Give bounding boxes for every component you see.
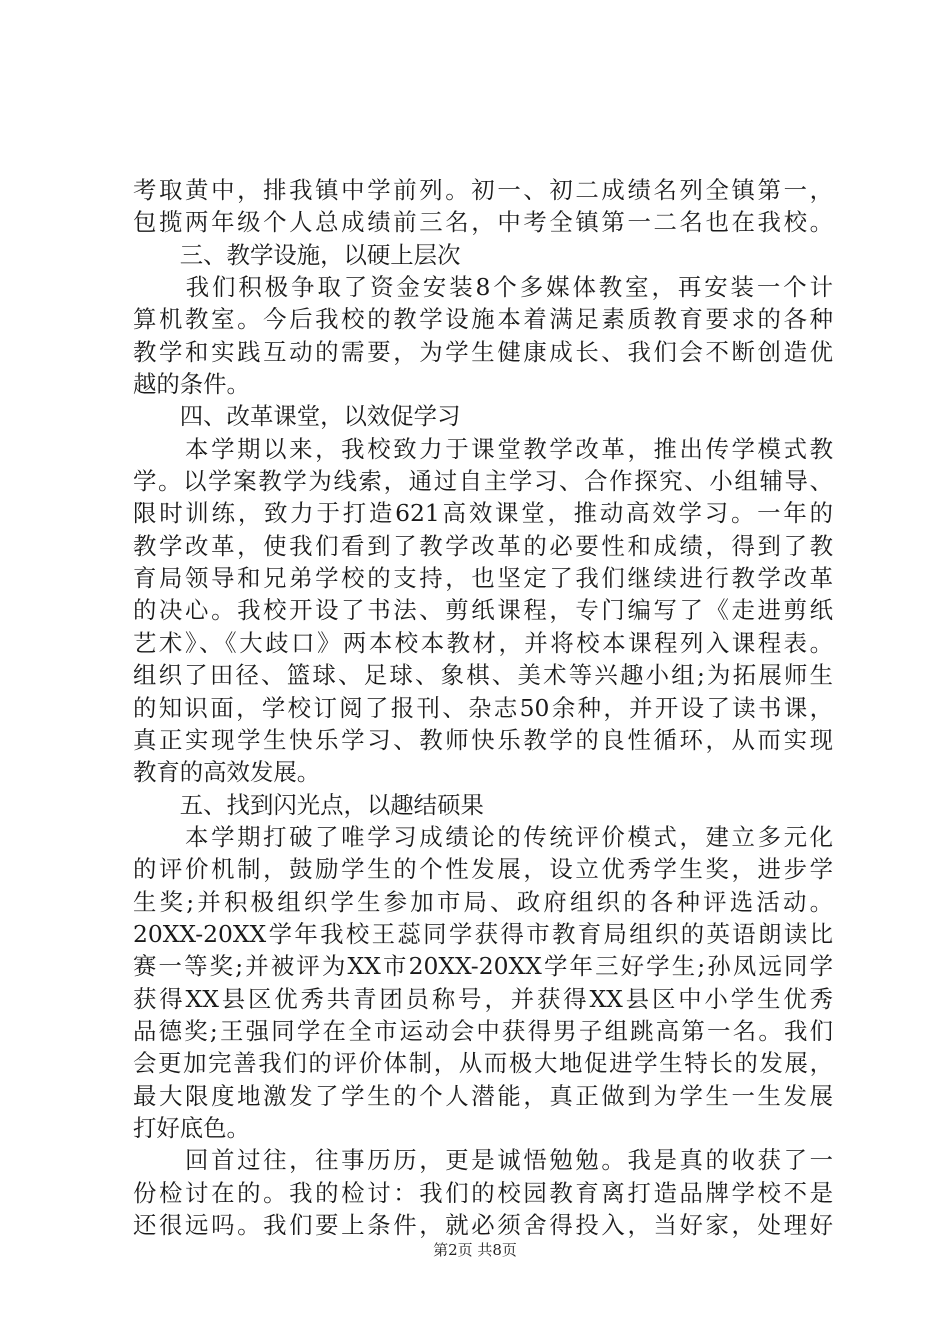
- text-line: 越的条件。: [133, 370, 250, 399]
- document-body: [133, 174, 833, 1241]
- text-line: 五、找到闪光点，以趣结硕果: [133, 790, 484, 819]
- text-line: 获得XX县区优秀共青团员称号，并获得XX县区中小学生优秀: [133, 984, 833, 1013]
- text-line: 限时训练，致力于打造621高效课堂，推动高效学习。一年的: [133, 499, 833, 528]
- page-footer: 第2页 共8页: [433, 1241, 517, 1259]
- text-line: 最大限度地激发了学生的个人潜能，真正做到为学生一生发展: [133, 1081, 833, 1110]
- text-line: 生奖;并积极组织学生参加市局、政府组织的各种评选活动。: [133, 887, 833, 916]
- text-line: 包揽两年级个人总成绩前三名，中考全镇第一二名也在我校。: [133, 208, 833, 237]
- text-line: 回首过往，往事历历，更是诚悟勉勉。我是真的收获了一: [133, 1146, 833, 1175]
- text-line: 育局领导和兄弟学校的支持，也坚定了我们继续进行教学改革: [133, 564, 833, 593]
- text-line: 考取黄中，排我镇中学前列。初一、初二成绩名列全镇第一，: [133, 176, 833, 204]
- text-line: 教育的高效发展。: [133, 758, 321, 787]
- text-line: 教学和实践互动的需要，为学生健康成长、我们会不断创造优: [133, 337, 833, 366]
- text-line: 的知识面，学校订阅了报刊、杂志50余种，并开设了读书课，: [133, 693, 833, 722]
- text-line: 本学期打破了唯学习成绩论的传统评价模式，建立多元化: [133, 822, 833, 851]
- text-line: 三、教学设施，以硬上层次: [133, 240, 461, 269]
- text-line: 的决心。我校开设了书法、剪纸课程，专门编写了《走进剪纸: [133, 596, 833, 625]
- text-line: 艺术》、《大歧口》两本校本教材，并将校本课程列入课程表。: [133, 628, 833, 657]
- text-line: 份检讨在的。我的检讨：我们的校园教育离打造品牌学校不是: [133, 1178, 833, 1207]
- text-line: 还很远吗。我们要上条件，就必须舍得投入，当好家，处理好: [133, 1211, 833, 1239]
- text-line: 20XX-20XX学年我校王蕊同学获得市教育局组织的英语朗读比: [133, 919, 833, 948]
- text-line: 本学期以来，我校致力于课堂教学改革，推出传学模式教: [133, 434, 833, 463]
- text-line: 我们积极争取了资金安装8个多媒体教室，再安装一个计: [133, 273, 833, 302]
- text-line: 赛一等奖;并被评为XX市20XX-20XX学年三好学生;孙凤远同学: [133, 952, 833, 981]
- text-line: 打好底色。: [133, 1113, 250, 1142]
- text-line: 算机教室。今后我校的教学设施本着满足素质教育要求的各种: [133, 305, 833, 334]
- text-line: 学。以学案教学为线索，通过自主学习、合作探究、小组辅导、: [133, 467, 833, 496]
- text-line: 教学改革，使我们看到了教学改革的必要性和成绩，得到了教: [133, 531, 833, 560]
- text-line: 组织了田径、篮球、足球、象棋、美术等兴趣小组;为拓展师生: [133, 661, 833, 690]
- text-line: 真正实现学生快乐学习、教师快乐教学的良性循环，从而实现: [133, 725, 833, 754]
- text-line: 品德奖;王强同学在全市运动会中获得男子组跳高第一名。我们: [133, 1016, 833, 1045]
- text-line: 会更加完善我们的评价体制，从而极大地促进学生特长的发展，: [133, 1049, 833, 1078]
- text-line: 的评价机制，鼓励学生的个性发展，设立优秀学生奖，进步学: [133, 855, 833, 884]
- text-line: 四、改革课堂，以效促学习: [133, 402, 461, 431]
